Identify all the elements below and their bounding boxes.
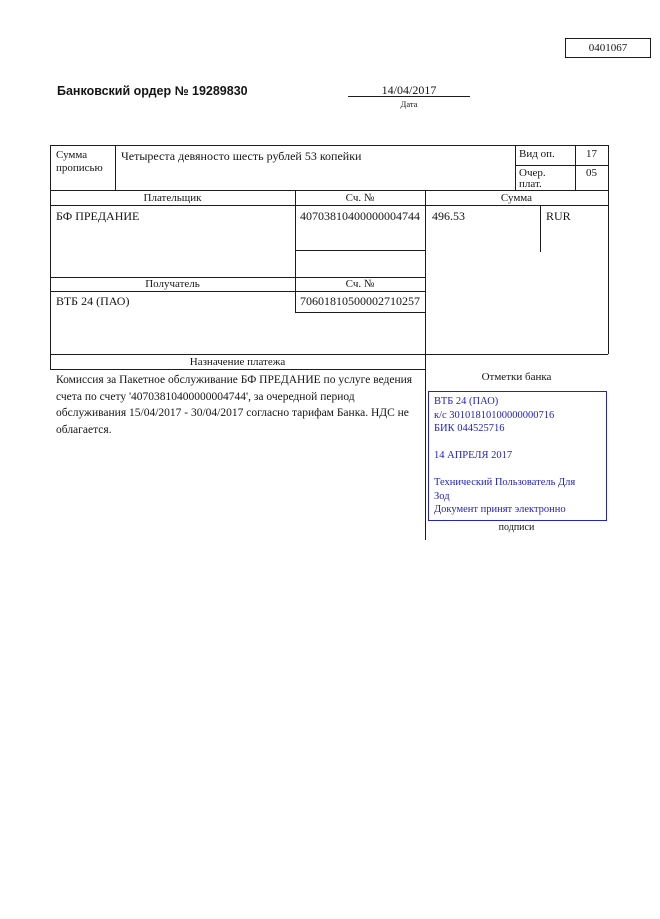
table-line [50,145,51,369]
recipient-account: 70601810500002710257 [300,294,420,308]
table-line [50,354,608,355]
table-line [515,145,516,190]
payer-account-header: Сч. № [345,192,375,204]
priority-label-line1: Очер. [519,167,546,179]
form-code-box [565,38,651,58]
document-title: Банковский ордер № 19289830 [57,84,248,98]
amount-words-label-line1: Сумма [56,149,88,161]
stamp-line: 14 АПРЕЛЯ 2017 [434,450,513,461]
table-line [540,205,541,252]
bank-marks-header: Отметки банка [481,371,552,383]
stamp-line [434,463,601,477]
table-line [295,250,425,251]
recipient-name: ВТБ 24 (ПАО) [56,294,130,308]
table-line [608,145,609,354]
date-underline [348,96,470,97]
op-type-value: 17 [586,148,597,160]
purpose-text: Комиссия за Пакетное обслуживание БФ ПРЕДАНИЕ по услуге ведения счета по счету '40703810400000004744', за очередной период обслуживания 15/04/2017 - 30/04/2017 согласно тарифам Банка. НДС не облагается. [56,374,413,436]
table-line [50,205,608,206]
form-code: 0401067 [588,42,628,54]
stamp-line: Документ принят электронно [434,504,566,515]
date-value: 14/04/2017 [381,83,437,97]
recipient-header: Получатель [145,278,200,290]
bank-stamp [428,391,607,521]
stamp-line [434,436,601,450]
table-line [50,145,608,146]
payer-name: БФ ПРЕДАНИЕ [56,209,140,223]
amount-header: Сумма [500,192,533,204]
payer-account: 40703810400000004744 [300,209,420,223]
date-label: Дата [400,99,418,109]
table-line [295,190,296,312]
currency-code: RUR [546,209,571,223]
amount-value: 496.53 [432,209,465,223]
amount-in-words: Четыреста девяносто шесть рублей 53 копейки [121,149,362,163]
table-line [425,190,426,540]
table-line [295,312,425,313]
purpose-header: Назначение платежа [189,356,286,368]
stamp-line: Технический Пользователь Для [434,477,576,488]
table-line [50,291,425,292]
table-line [115,145,116,190]
signatures-label: подписи [498,522,535,533]
recipient-account-header: Сч. № [345,278,375,290]
stamp-line: к/с 30101810100000000716 [434,409,555,421]
amount-words-label-line2: прописью [56,162,103,174]
stamp-line: БИК 044525716 [434,423,505,434]
priority-value: 05 [586,167,597,179]
payer-header: Плательщик [143,192,202,204]
stamp-line: ВТБ 24 (ПАО) [434,396,499,407]
table-line [50,369,425,370]
priority-label-line2: плат. [519,178,542,190]
op-type-label: Вид оп. [519,148,555,160]
table-line [515,165,608,166]
stamp-line: Зод [434,490,450,502]
